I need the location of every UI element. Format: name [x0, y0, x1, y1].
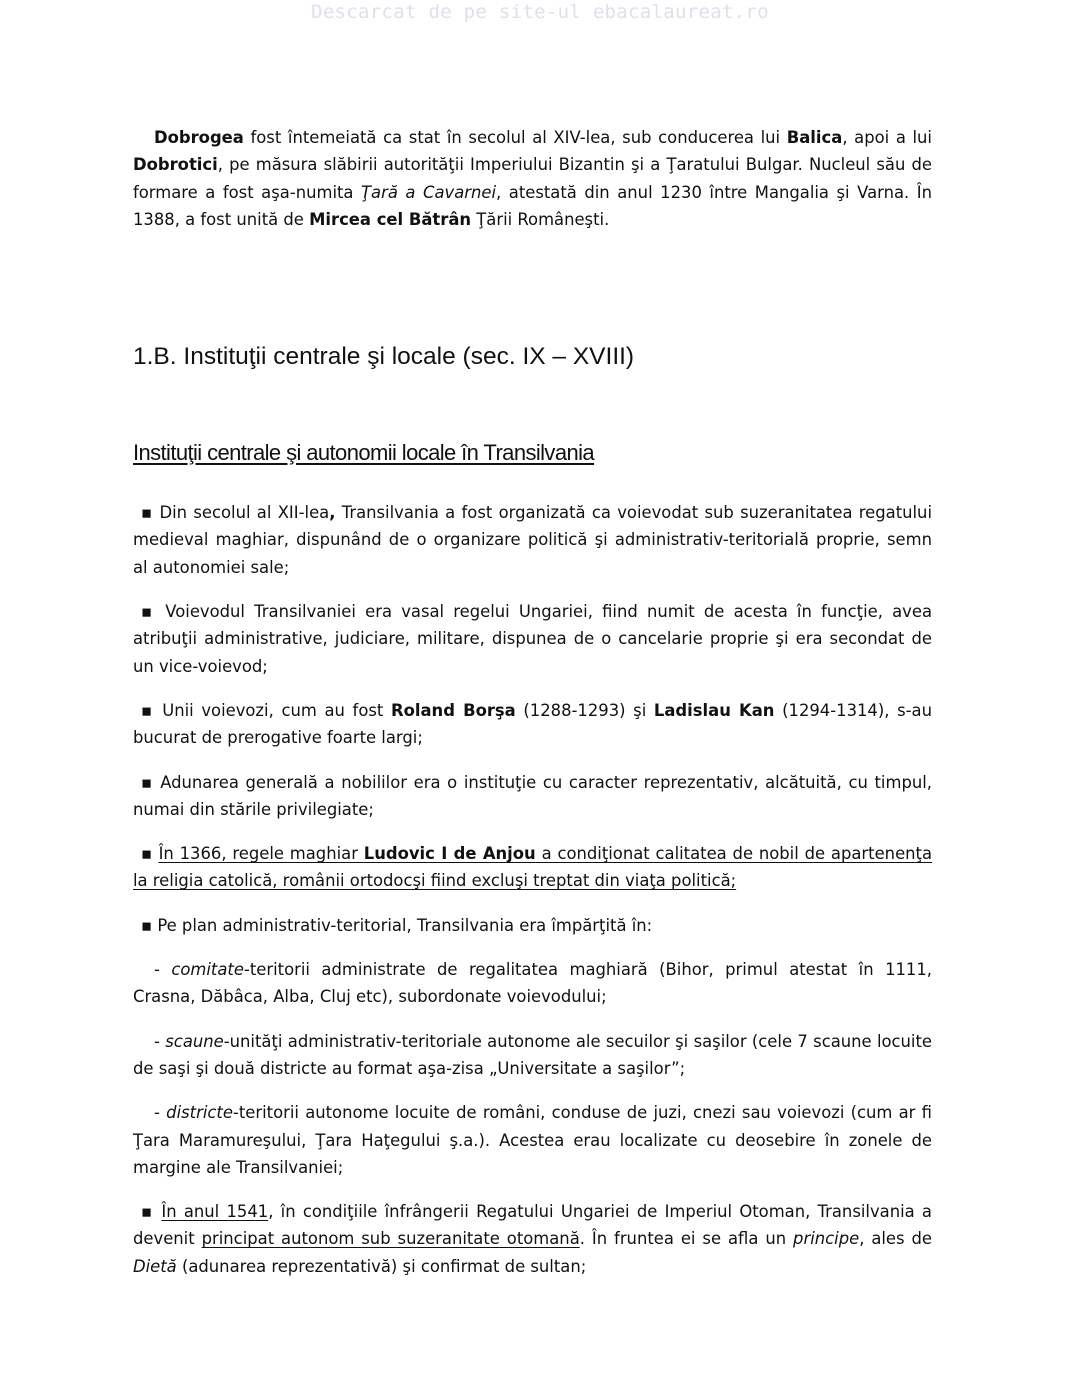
text: , apoi a lui — [842, 128, 932, 147]
bullet-paragraph — [133, 840, 932, 895]
text: . În fruntea ei se afla un — [579, 1229, 794, 1249]
bold-term: Dobrogea — [154, 128, 244, 147]
text: , ales de — [859, 1229, 932, 1249]
text: -unităţi administrativ-teritoriale autonome ale secuilor şi saşilor (cele 7 scaune locuite de saşi şi două districte au format aşa-zisa „Universitate a saşilor”; — [133, 1031, 932, 1078]
bold-term: Ludovic I de Anjou — [363, 844, 536, 864]
text: ▪ Din secolul al XII-lea — [141, 503, 330, 523]
text: -teritorii administrate de regalitatea maghiară (Bihor, primul atestat în 1111, Crasna, Dăbâca, Alba, Cluj etc), subordonate voievodului; — [133, 960, 932, 1007]
watermark: Descarcat de pe site-ul ebacalaureat.ro — [311, 1, 769, 23]
text: - — [154, 1103, 167, 1123]
text: Ţării Româneşti. — [471, 209, 610, 229]
bold-term: Ladislau Kan — [653, 700, 775, 720]
underlined-text: principat autonom sub suzeranitate otomană — [201, 1229, 580, 1249]
text: (1294-1314), s-au bucurat de prerogative foarte largi; — [133, 700, 932, 748]
bold-term: Mircea cel Bătrân — [309, 209, 472, 229]
text: - — [154, 960, 172, 980]
bold-term: Balica — [786, 128, 843, 147]
dash-paragraph — [133, 956, 932, 1011]
italic-term: Ţară a Cavarnei — [361, 182, 497, 202]
italic-term: districte — [166, 1103, 233, 1123]
dash-paragraph — [133, 1028, 932, 1083]
text: -teritorii autonome locuite de români, conduse de juzi, cnezi sau voievozi (cum ar fi Ţara Maramureşului, Ţara Haţegului ş.a.). Acestea erau localizate cu deosebire în zonele de margine ale Transilvaniei; — [133, 1103, 932, 1177]
italic-term: comitate — [171, 960, 244, 980]
bullet-paragraph: ▪ Pe plan administrativ-teritorial, Transilvania era împărţită în: — [141, 915, 653, 935]
text: (adunarea reprezentativă) şi confirmat de sultan; — [176, 1256, 587, 1276]
text: ▪ Unii voievozi, cum au fost — [141, 700, 391, 720]
underlined-text: În anul 1541 — [161, 1202, 269, 1222]
section-title: 1.B. Instituţii centrale şi locale (sec. IX – XVIII) — [133, 343, 635, 371]
bullet-paragraph — [133, 697, 932, 752]
text: ▪ — [141, 844, 159, 864]
underlined-text — [133, 844, 932, 890]
bold-term: Roland Borşa — [390, 700, 516, 720]
dash-paragraph — [133, 1099, 932, 1181]
text: În 1366, regele maghiar — [158, 844, 364, 864]
bold-term: , — [329, 503, 336, 523]
text: (1288-1293) şi — [515, 700, 654, 720]
bullet-paragraph — [133, 1198, 932, 1280]
italic-term: Dietă — [133, 1256, 177, 1276]
document-page — [133, 124, 932, 1280]
bold-term: Dobrotici — [133, 155, 218, 175]
text: Transilvania a fost organizată ca voievodat sub suzeranitatea regatului medieval maghiar, dispunând de o organizare politică şi administrativ-teritorială proprie, semn al autonomiei sale; — [133, 503, 933, 577]
text: , pe măsura slăbirii autorităţii Imperiului Bizantin şi a Ţaratului Bulgar. Nucleul său de formare a fost aşa-numita — [133, 155, 932, 202]
bullet-paragraph — [133, 499, 932, 581]
dobrogea-paragraph — [133, 124, 932, 233]
text: ▪ — [141, 1202, 162, 1222]
text: a condiţionat calitatea de nobil de apartenenţa la religia catolică, românii ortodocşi fiind excluşi treptat din viaţa politică; — [133, 844, 933, 891]
text: , atestată din anul 1230 între Mangalia şi Varna. În 1388, a fost unită de — [133, 182, 933, 229]
text: fost întemeiată ca stat în secolul al XIV-lea, sub conducerea lui — [243, 128, 787, 147]
italic-term: scaune — [165, 1031, 224, 1051]
bullet-paragraph: ▪ Adunarea generală a nobililor era o instituţie cu caracter reprezentativ, alcătuită, cu timpul, numai din stările privilegiate; — [133, 772, 932, 819]
subsection-title: Instituţii centrale şi autonomii locale în Transilvania — [133, 440, 595, 466]
text: , în condiţiile înfrângerii Regatului Ungariei de Imperiul Otoman, Transilvania a devenit — [133, 1202, 932, 1249]
bullet-paragraph: ▪ Voievodul Transilvaniei era vasal regelui Ungariei, fiind numit de acesta în funcţie, avea atribuţii administrative, judiciare, militare, dispunea de o cancelarie proprie şi era secondat de un vice-voievod; — [133, 602, 932, 676]
italic-term: principe — [793, 1229, 860, 1249]
text: - — [154, 1031, 166, 1051]
